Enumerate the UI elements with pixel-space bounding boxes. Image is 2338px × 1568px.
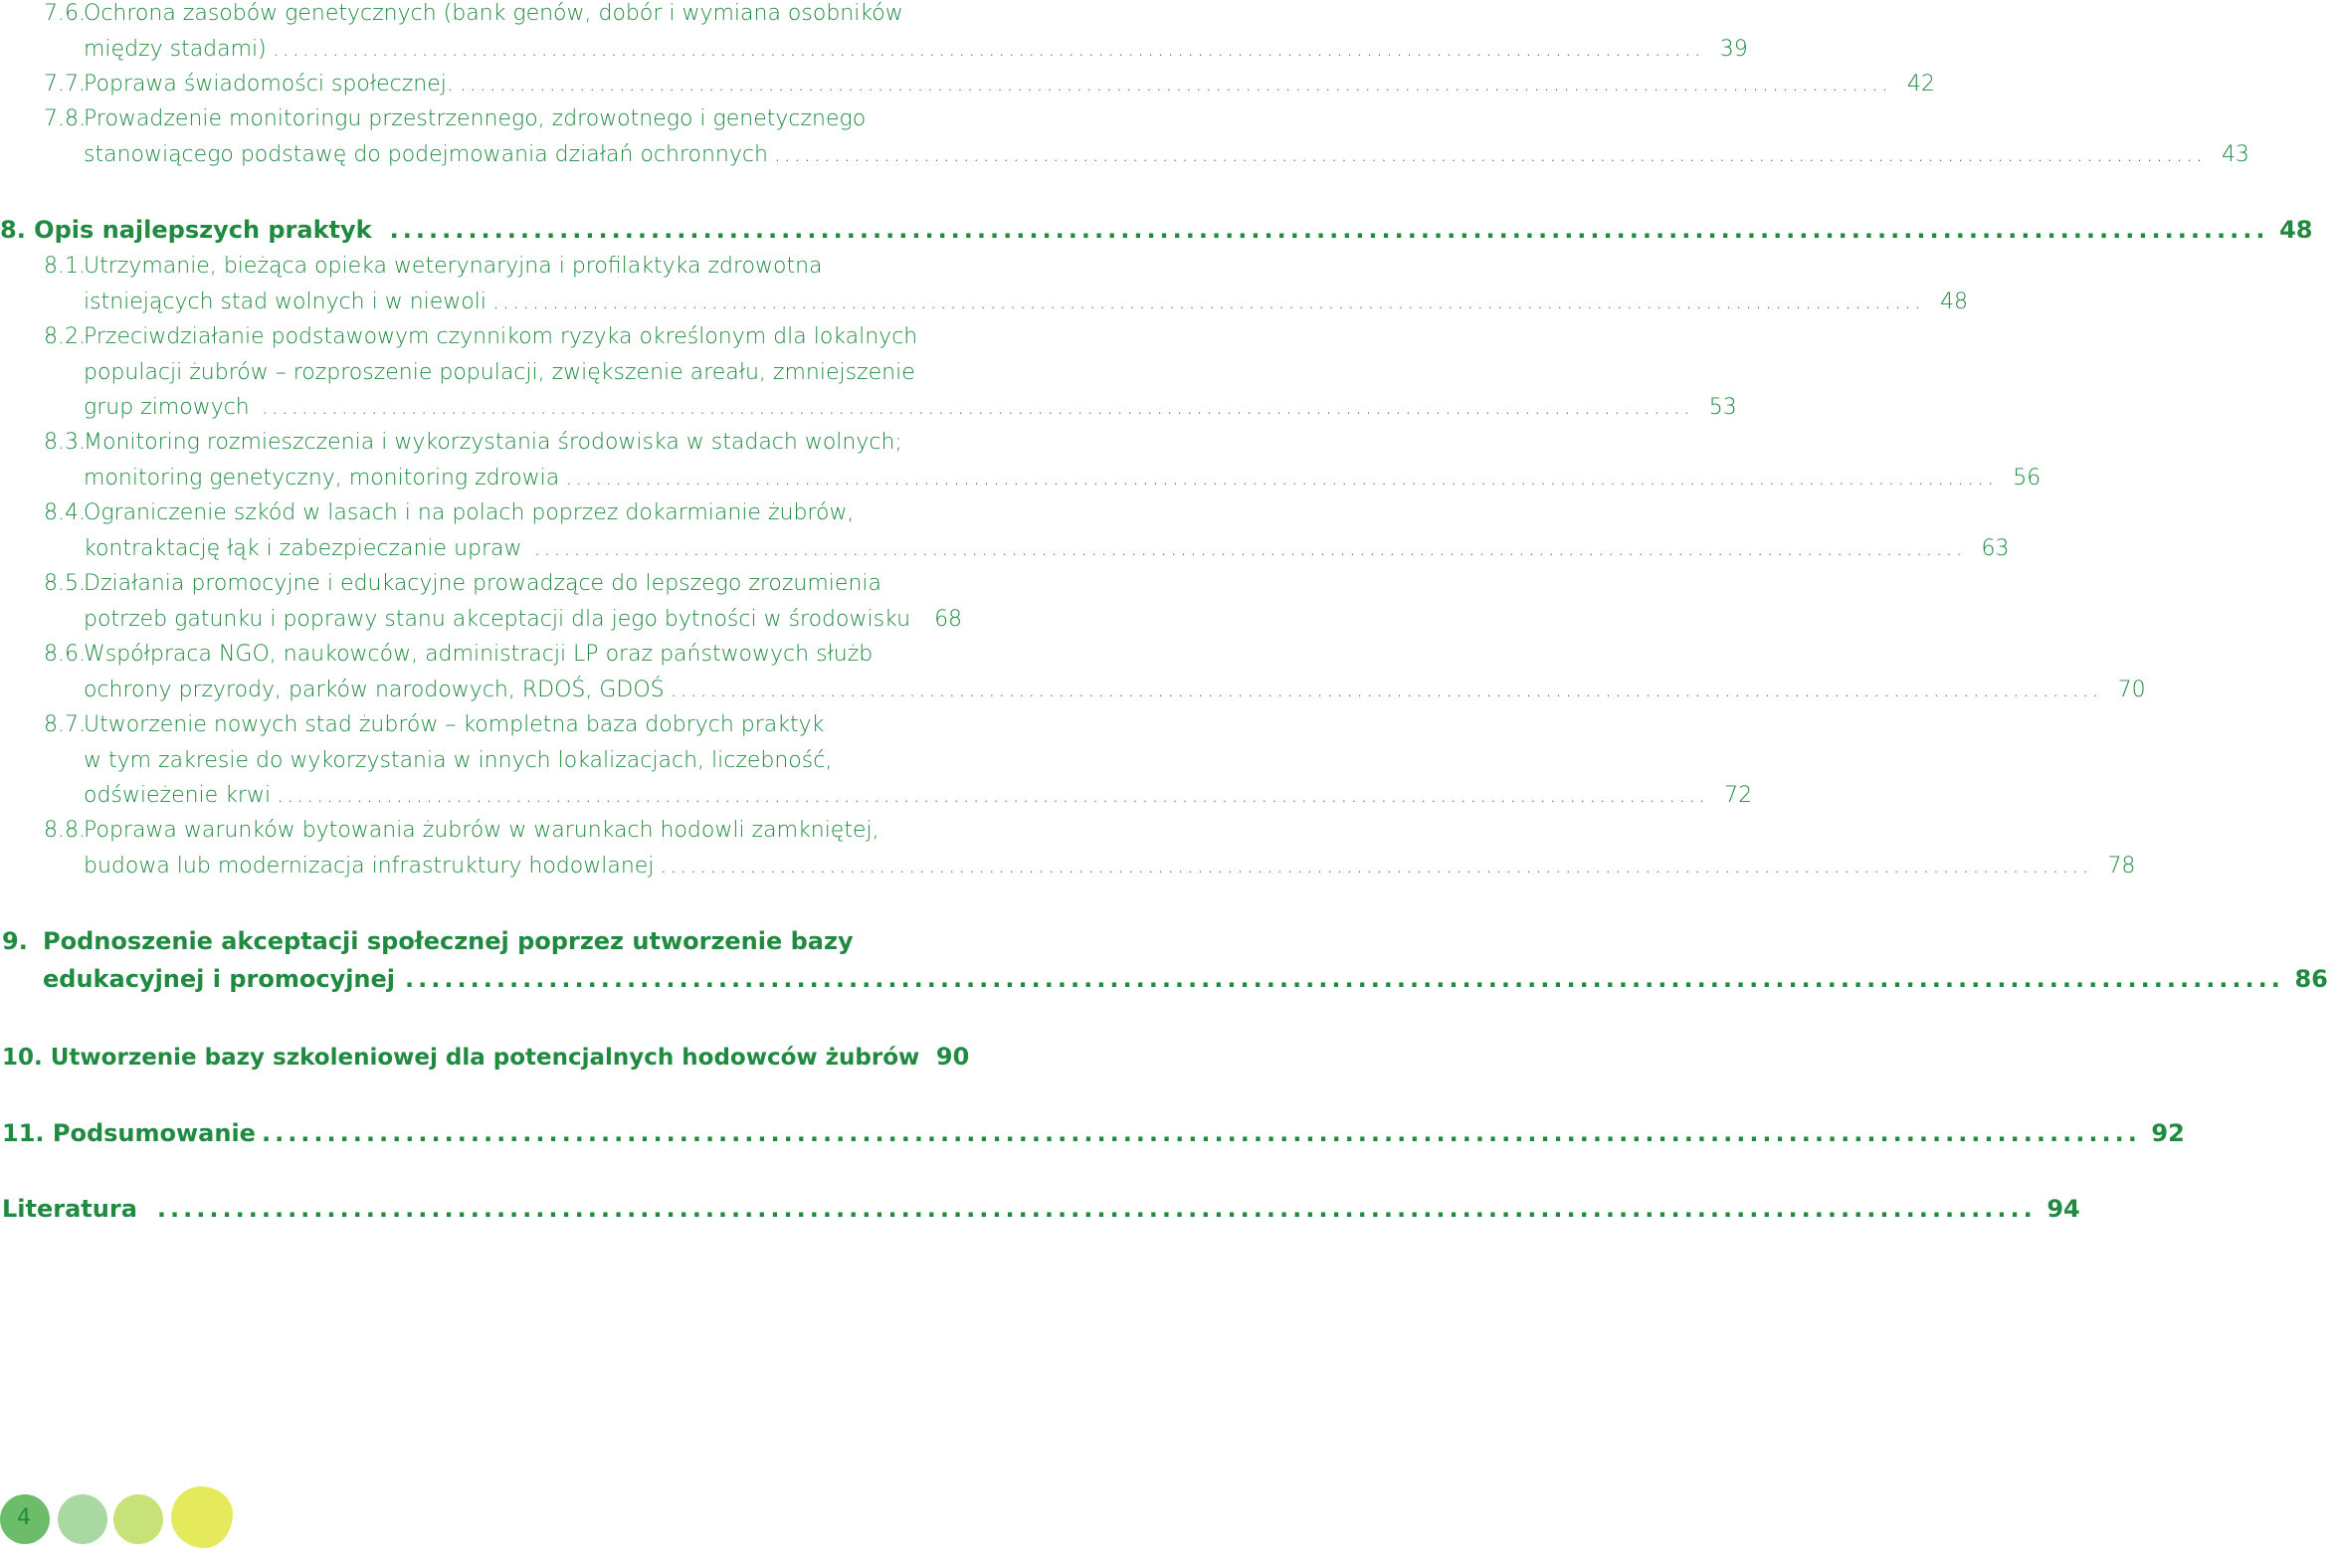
toc-entry-8-3[interactable]: [0, 425, 2042, 495]
toc-entry-8-6[interactable]: [0, 637, 2146, 707]
toc-number: 8.6.: [44, 642, 86, 667]
toc-text-line: Prowadzenie monitoringu przestrzennego, zdrowotnego i genetycznego: [84, 106, 867, 131]
toc-page-number: 48: [1940, 289, 1968, 314]
toc-entry-literatura[interactable]: [0, 1190, 2080, 1228]
toc-entry-9[interactable]: [0, 922, 2328, 998]
toc-entry-8-5[interactable]: [0, 566, 963, 637]
toc-entry-7-6[interactable]: [0, 0, 1748, 67]
footer-circle-yellow: [171, 1486, 233, 1548]
toc-number: 9.: [2, 927, 28, 955]
toc-text-line: Poprawa świadomości społecznej.: [84, 72, 454, 97]
toc-number: 7.7.: [44, 72, 86, 97]
toc-text-line: budowa lub modernizacja infrastruktury hodowlanej: [84, 853, 655, 879]
toc-page-number: 94: [2046, 1195, 2080, 1223]
toc-number: 8.7.: [44, 712, 86, 737]
toc-page-number: 72: [1724, 783, 1753, 808]
toc-text-line: potrzeb gatunku i poprawy stanu akceptacji dla jego bytności w środowisku: [84, 606, 911, 632]
toc-page-number: 68: [934, 606, 963, 632]
toc-page-number: 56: [2013, 465, 2042, 490]
toc-text-line: stanowiącego podstawę do podejmowania działań ochronnych: [84, 141, 768, 167]
dot-leader: ................................................................................................................................................: [389, 216, 2269, 244]
toc-section-title: 11. Podsumowanie: [2, 1119, 256, 1147]
toc-text-line: Przeciwdziałanie podstawowym czynnikom ryzyka określonym dla lokalnych: [84, 324, 918, 349]
footer-circle-light: [113, 1494, 163, 1544]
toc-page-number: 70: [2117, 677, 2146, 702]
toc-number: 7.6.: [44, 1, 86, 26]
dot-leader: ................................................................................................................................................: [261, 395, 1693, 420]
toc-page-number: 78: [2107, 853, 2136, 879]
toc-text-line: między stadami): [84, 36, 267, 62]
toc-page-number: 39: [1719, 36, 1748, 62]
toc-text-line: Działania promocyjne i edukacyjne prowadzące do lepszego zrozumienia: [84, 571, 881, 596]
dot-leader: ................................................................................................................................................: [277, 783, 1709, 808]
toc-page-number: 42: [1906, 72, 1935, 97]
dot-leader: ................................................................................................................................................: [405, 965, 2284, 993]
page-number: 4: [17, 1505, 31, 1530]
toc-text-line: istniejących stad wolnych i w niewoli: [84, 289, 487, 314]
toc-entry-10[interactable]: [0, 1038, 970, 1076]
dot-leader: ................................................................................................................................................: [773, 141, 2206, 167]
toc-page-number: 63: [1981, 535, 2010, 561]
toc-text-line: ochrony przyrody, parków narodowych, RDOŚ, GDOŚ: [84, 677, 665, 702]
toc-page-number: 43: [2221, 141, 2249, 167]
footer-circle-mid: [58, 1494, 107, 1544]
toc-number: 8.3.: [44, 430, 86, 455]
toc-page-number: 92: [2151, 1119, 2185, 1147]
toc-text-line: edukacyjnej i promocyjnej: [43, 965, 396, 993]
toc-text-line: grup zimowych: [84, 395, 250, 420]
dot-leader: ................................................................................................................................................: [491, 289, 1924, 314]
toc-text-line: Ochrona zasobów genetycznych (bank genów, dobór i wymiana osobników: [84, 1, 903, 26]
toc-text-line: kontraktację łąk i zabezpieczanie upraw: [84, 535, 522, 561]
toc-page-number: 90: [935, 1043, 970, 1071]
toc-section-title: Literatura: [2, 1195, 137, 1223]
toc-entry-8-2[interactable]: [0, 319, 1737, 426]
dot-leader: ................................................................................................................................................: [660, 853, 2092, 879]
dot-leader: ................................................................................................................................................: [670, 677, 2102, 702]
toc-section-title: 8. Opis najlepszych praktyk: [0, 216, 372, 244]
toc-number: 8.8.: [44, 818, 86, 843]
toc-entry-8[interactable]: [0, 211, 2313, 249]
toc-section-title: 10. Utworzenie bazy szkoleniowej dla potencjalnych hodowców żubrów: [2, 1045, 920, 1071]
toc-page-number: 86: [2294, 965, 2328, 993]
toc-text-line: Współpraca NGO, naukowców, administracji LP oraz państwowych służb: [84, 642, 874, 667]
toc-entry-8-1[interactable]: [0, 249, 1968, 319]
dot-leader: ................................................................................................................................................: [272, 36, 1704, 62]
toc-text-line: odświeżenie krwi: [84, 783, 272, 808]
dot-leader: ................................................................................................................................................: [459, 72, 1891, 97]
toc-number: 8.1.: [44, 254, 86, 279]
dot-leader: ................................................................................................................................................: [565, 465, 1998, 490]
toc-page-number: 53: [1708, 395, 1737, 420]
toc-text-line: w tym zakresie do wykorzystania w innych lokalizacjach, liczebność,: [84, 747, 833, 773]
dot-leader: ................................................................................................................................................: [156, 1195, 2037, 1223]
toc-page-number: 48: [2279, 216, 2313, 244]
dot-leader: ................................................................................................................................................: [261, 1119, 2141, 1147]
toc-entry-11[interactable]: [0, 1114, 2185, 1152]
page-footer: [0, 1478, 298, 1568]
toc-number: 8.5.: [44, 571, 86, 596]
toc-number: 7.8.: [44, 106, 86, 131]
toc-text-line: Utworzenie nowych stad żubrów – kompletna baza dobrych praktyk: [84, 712, 825, 737]
toc-text-line: Utrzymanie, bieżąca opieka weterynaryjna i profilaktyka zdrowotna: [84, 254, 823, 279]
toc-text-line: monitoring genetyczny, monitoring zdrowia: [84, 465, 560, 490]
toc-entry-7-8[interactable]: [0, 101, 2249, 172]
toc-entry-8-7[interactable]: [0, 707, 1753, 814]
toc-number: 8.2.: [44, 324, 86, 349]
toc-text-line: Poprawa warunków bytowania żubrów w warunkach hodowli zamkniętej,: [84, 818, 879, 843]
toc-text-line: Monitoring rozmieszczenia i wykorzystania środowiska w stadach wolnych;: [84, 430, 902, 455]
toc-text-line: Ograniczenie szkód w lasach i na polach poprzez dokarmianie żubrów,: [84, 500, 855, 525]
toc-text-line: populacji żubrów – rozproszenie populacji, zwiększenie areału, zmniejszenie: [84, 359, 915, 385]
toc-entry-8-4[interactable]: [0, 495, 2010, 566]
dot-leader: ................................................................................................................................................: [533, 535, 1966, 561]
toc-entry-8-8[interactable]: [0, 813, 2136, 883]
toc-number: 8.4.: [44, 500, 86, 525]
toc-text-line: Podnoszenie akceptacji społecznej poprzez utworzenie bazy: [43, 927, 854, 955]
toc-entry-7-7[interactable]: [0, 67, 1935, 102]
